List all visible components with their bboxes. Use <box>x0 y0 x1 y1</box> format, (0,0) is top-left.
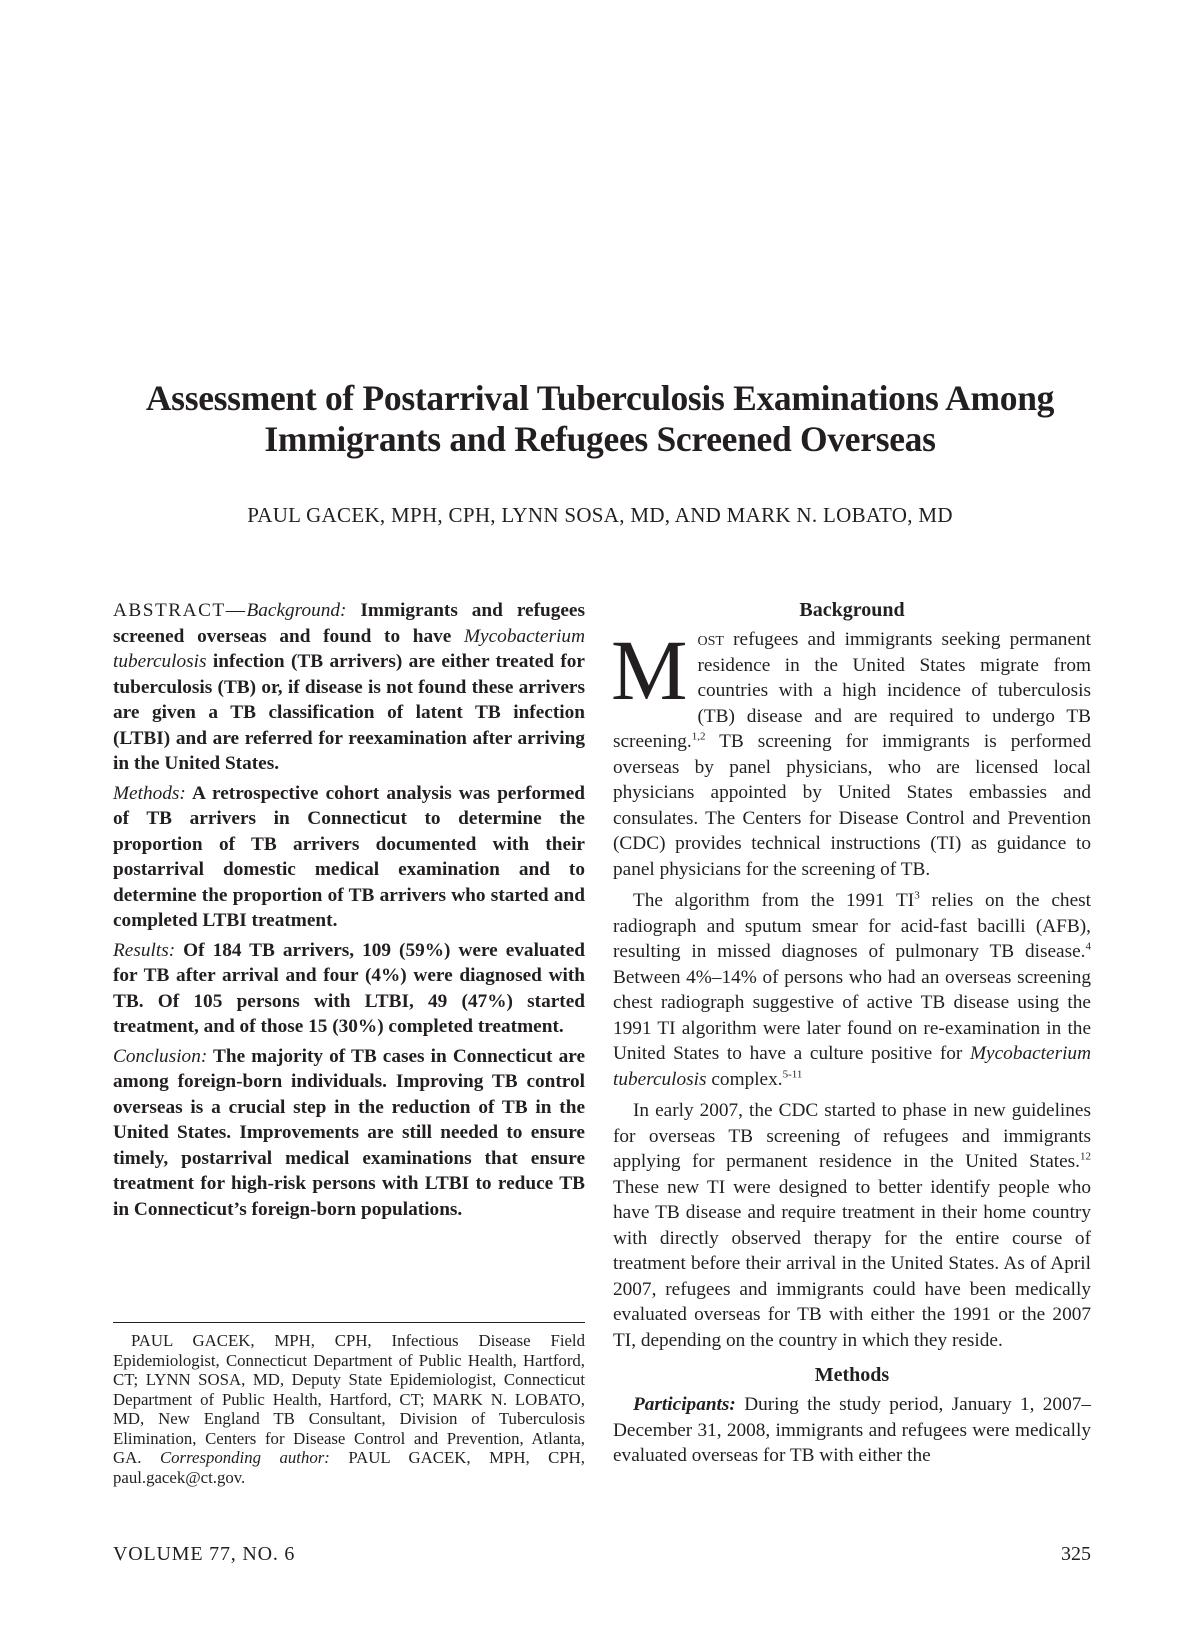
volume-number: VOLUME 77, NO. 6 <box>113 1543 296 1565</box>
participants-text: During the study period, January 1, 2007–December 31, 2008, immigrants and refugees were medically evaluated overseas for TB with either the <box>613 1394 1091 1466</box>
background-p2-text-d: complex. <box>706 1068 783 1090</box>
background-heading: Background <box>799 599 905 621</box>
abstract-background-text-1: Immigrants and refugees screened overseas and found to have <box>113 600 585 647</box>
author-affiliation-footnote <box>113 1322 585 1487</box>
background-p3-text-a: In early 2007, the CDC started to phase in new guidelines for overseas TB screening of refugees and immigrants applying for permanent residence in the United States. <box>613 1100 1091 1172</box>
background-paragraph-2 <box>613 888 1091 1092</box>
background-p2-text-c: Between 4%–14% of persons who had an overseas screening chest radiograph suggestive of active TB disease using the 1991 TI algorithm were later found on re-examination in the United States to have a culture positive for <box>613 966 1091 1064</box>
background-paragraph-3 <box>613 1098 1091 1353</box>
abstract-background-label: Background: <box>246 600 347 621</box>
methods-heading: Methods <box>814 1364 890 1386</box>
background-p2-italic: Mycobacterium tuberculosis <box>613 1043 1091 1090</box>
abstract-methods-label: Methods: <box>113 782 186 804</box>
citation: 12 <box>1080 1150 1091 1163</box>
citation: 3 <box>914 889 920 902</box>
citation: 4 <box>1085 940 1091 953</box>
abstract-background-italic: Mycobacterium tuberculosis <box>113 625 585 672</box>
participants-label: Participants: <box>633 1394 736 1415</box>
abstract-conclusion <box>113 1044 585 1223</box>
article-title <box>0 378 1200 460</box>
abstract-methods-text: A retrospective cohort analysis was performed of TB arrivers in Connecticut to determine the proportion of TB arrivers documented with their postarrival domestic medical examination and to determine the proportion of TB arrivers who started and completed LTBI treatment. <box>113 782 585 931</box>
citation: 5-11 <box>782 1068 803 1081</box>
background-paragraph-1 <box>611 622 1091 882</box>
right-column <box>613 598 1091 1475</box>
methods-paragraph-1 <box>613 1392 1091 1469</box>
article-title-line-1: Assessment of Postarrival Tuberculosis Examinations Among <box>145 378 1055 418</box>
drop-cap: M <box>611 622 688 718</box>
affiliation-text: PAUL GACEK, MPH, CPH, Infectious Disease Field Epidemiologist, Connecticut Department of Public Health, Hartford, CT; LYNN SOSA, MD, Deputy State Epidemiologist, Connecticut Department of Public Health, Hartford, CT; MARK N. LOBATO, MD, New England TB Consultant, Division of Tuberculosis Elimination, Centers for Disease Control and Prevention, Atlanta, GA. <box>113 1331 585 1467</box>
background-p2-text-b: relies on the chest radiograph and sputum smear for acid-fast bacilli (AFB), resulting in missed diagnoses of pulmonary TB disease. <box>613 890 1091 962</box>
corresponding-author-label: Corresponding author: <box>159 1448 330 1467</box>
corresponding-author-text: PAUL GACEK, MPH, CPH, paul.gacek@ct.gov. <box>113 1448 585 1487</box>
background-p2-text-a: The algorithm from the 1991 TI <box>633 890 915 911</box>
author-list: PAUL GACEK, MPH, CPH, LYNN SOSA, MD, AND MARK N. LOBATO, MD <box>247 503 953 527</box>
abstract-background-text-2: infection (TB arrivers) are either treated for tuberculosis (TB) or, if disease is not found these arrivers are given a TB classification of latent TB infection (LTBI) and are referred for reexamination after arriving in the United States. <box>113 651 585 774</box>
abstract-methods <box>113 781 585 934</box>
article-title-line-2: Immigrants and Refugees Screened Overseas <box>264 419 936 459</box>
abstract <box>113 598 585 1222</box>
citation: 1,2 <box>691 730 706 743</box>
abstract-background <box>113 598 585 777</box>
background-smallcaps: ost <box>697 629 724 650</box>
abstract-results-text: Of 184 TB arrivers, 109 (59%) were evaluated for TB after arrival and four (4%) were diagnosed with TB. Of 105 persons with LTBI, 49 (47%) started treatment, and of those 15 (30%) completed treatment. <box>113 939 585 1037</box>
background-p3-text-b: These new TI were designed to better identify people who have TB disease and require treatment in their home country with directly observed therapy for the entire course of treatment before their arrival in the United States. As of April 2007, refugees and immigrants could have been medically evaluated overseas for TB with either the 1991 or the 2007 TI, depending on the country in which they reside. <box>613 1176 1091 1351</box>
abstract-lead: ABSTRACT— <box>113 600 247 621</box>
background-p1-text-a: refugees and immigrants seeking permanent residence in the United States migrate from countries with a high incidence of tuberculosis (TB) disease and are required to undergo TB screening. <box>613 629 1091 752</box>
background-p1-text-b: TB screening for immigrants is performed overseas by panel physicians, who are licensed local physicians appointed by United States embassies and consulates. The Centers for Disease Control and Prevention (CDC) provides technical instructions (TI) as guidance to panel physicians for the screening of TB. <box>613 731 1091 880</box>
abstract-results-label: Results: <box>113 939 176 961</box>
abstract-results <box>113 938 585 1040</box>
abstract-conclusion-text: The majority of TB cases in Connecticut are among foreign-born individuals. Improving TB control overseas is a crucial step in the reduction of TB in the United States. Improvements are still needed to ensure timely, postarrival medical examinations that ensure treatment for high-risk persons with LTBI to reduce TB in Connecticut’s foreign-born populations. <box>113 1045 585 1220</box>
abstract-conclusion-label: Conclusion: <box>113 1045 208 1067</box>
page-number: 325 <box>1061 1543 1091 1565</box>
left-column <box>113 598 585 1226</box>
